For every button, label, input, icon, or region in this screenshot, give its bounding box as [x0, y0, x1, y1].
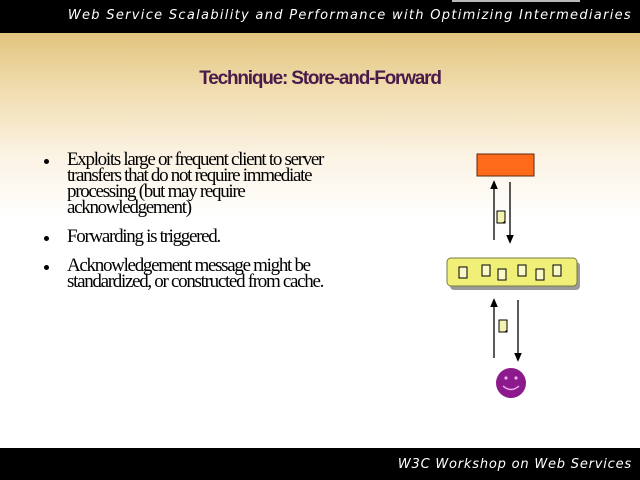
bullet-dot-icon: [44, 159, 49, 164]
footer-bar: [0, 448, 640, 480]
bullet-text: Forwarding is triggered.: [67, 226, 220, 247]
bullet-item: [40, 255, 370, 292]
header-bar: [0, 0, 640, 33]
footer-title: W3C Workshop on Web Services: [397, 457, 632, 472]
message-queue-icon: [447, 258, 580, 290]
client-smiley-icon: [496, 368, 526, 398]
slide-title: Technique: Store-and-Forward: [199, 68, 441, 89]
bullet-text: Acknowledgement message might be standardized, or constructed from cache.: [67, 255, 324, 292]
header-accent-line: [452, 0, 580, 2]
bullet-dot-icon: [44, 265, 49, 270]
bullet-item: [40, 226, 370, 247]
bullet-dot-icon: [44, 236, 49, 241]
bullet-list: [40, 149, 370, 303]
bullet-item: [40, 149, 370, 218]
store-and-forward-diagram: [440, 150, 590, 410]
message-icon: [499, 320, 507, 332]
bullet-text: Exploits large or frequent client to server transfers that do not require immediate processing (but may require acknowledgement): [67, 149, 324, 218]
message-icon: [497, 211, 505, 223]
header-title: Web Service Scalability and Performance with Optimizing Intermediaries: [67, 8, 632, 23]
server-icon: [477, 154, 534, 176]
